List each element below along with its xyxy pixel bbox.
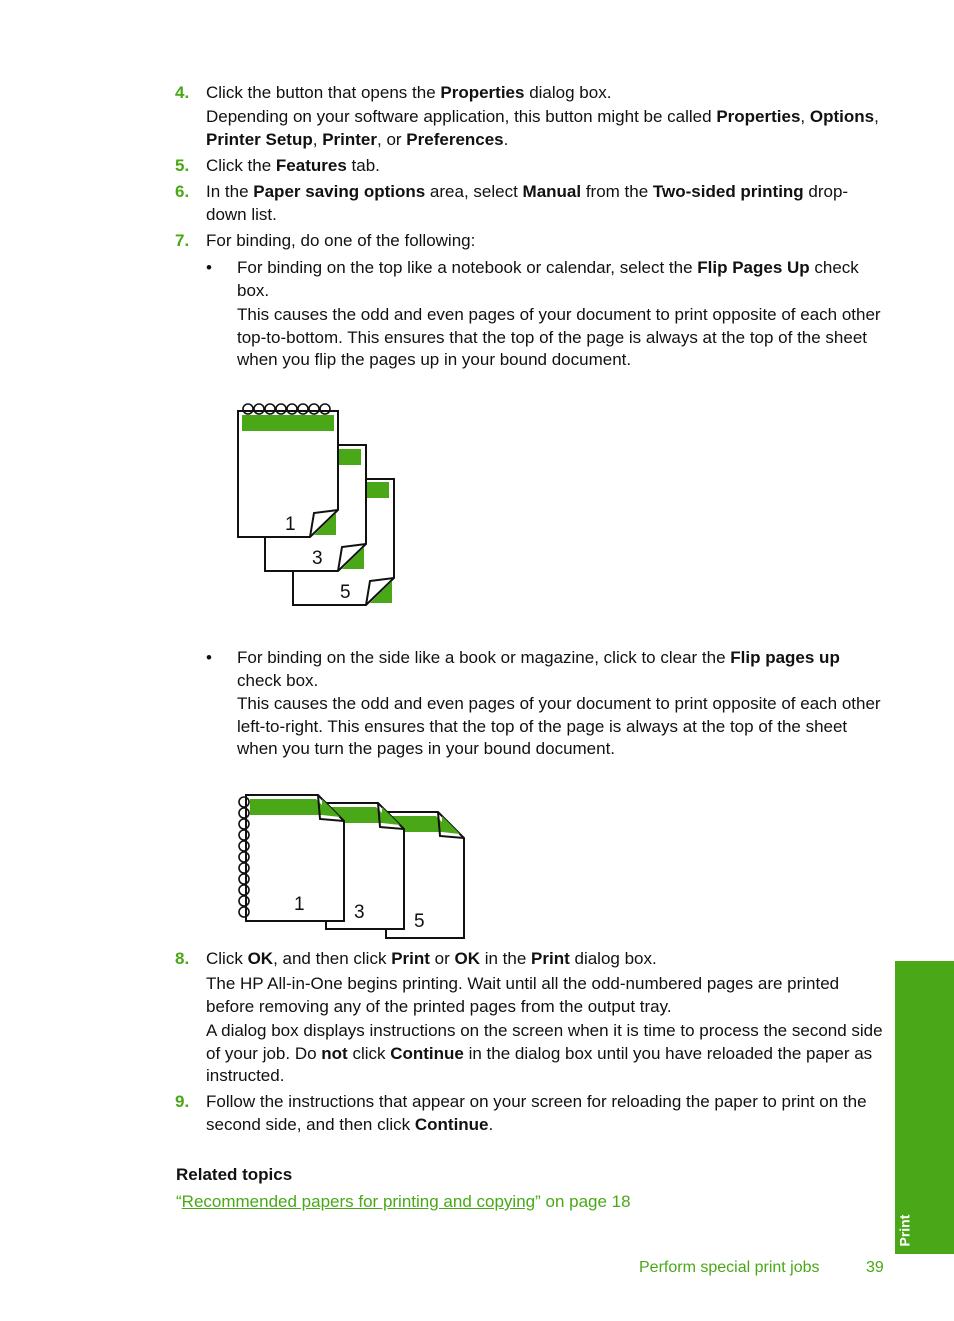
bullet-top-binding-desc: This causes the odd and even pages of your document to print opposite of each other top-to-bottom. This ensures that the top of the page is always at the top of the sheet when you flip the pages up in your bound document. — [237, 305, 881, 369]
page-number-3: 3 — [312, 548, 323, 569]
bullet-marker: • — [206, 648, 212, 667]
bullet-side-binding: For binding on the side like a book or magazine, click to clear the Flip pages up check box. — [237, 648, 840, 690]
side-binding-figure — [230, 788, 475, 943]
step-7-number: 7. — [175, 231, 190, 250]
section-side-tab — [895, 961, 954, 1254]
step-5-text: Click the Features tab. — [206, 156, 380, 175]
footer-page-number: 39 — [866, 1259, 884, 1276]
step-6-text: In the Paper saving options area, select Manual from the Two-sided printing drop-down list. — [206, 182, 849, 224]
step-8-note-1: The HP All-in-One begins printing. Wait until all the odd-numbered pages are printed before removing any of the printed pages from the output tray. — [206, 974, 840, 1016]
related-topics-heading: Related topics — [176, 1165, 293, 1184]
top-binding-figure — [230, 398, 410, 613]
footer-section-title: Perform special print jobs — [639, 1259, 820, 1276]
step-8-note-2: A dialog box displays instructions on the screen when it is time to process the second side of your job. Do not click Continue in the dialog box until you have reloaded the paper as instructed. — [206, 1021, 883, 1085]
page-number-5: 5 — [414, 911, 425, 932]
page-number-1: 1 — [294, 894, 305, 915]
related-topic-entry: “Recommended papers for printing and copying” on page 18 — [176, 1192, 631, 1211]
bullet-marker: • — [206, 258, 212, 277]
page-number-3: 3 — [354, 902, 365, 923]
step-8-text: Click OK, and then click Print or OK in the Print dialog box. — [206, 949, 657, 968]
step-4-text: Click the button that opens the Properties dialog box. — [206, 83, 612, 102]
step-6-number: 6. — [175, 182, 190, 201]
step-7-text: For binding, do one of the following: — [206, 231, 476, 250]
step-4-number: 4. — [175, 83, 190, 102]
step-4-note: Depending on your software application, this button might be called Properties, Options, Printer Setup, Printer, or Preferences. — [206, 107, 879, 149]
recommended-papers-link[interactable]: Recommended papers for printing and copying — [181, 1192, 536, 1211]
step-9-text: Follow the instructions that appear on your screen for reloading the paper to print on the second side, and then click Continue. — [206, 1092, 867, 1134]
page-number-5: 5 — [340, 582, 351, 603]
step-8-number: 8. — [175, 949, 190, 968]
bullet-side-binding-desc: This causes the odd and even pages of your document to print opposite of each other left-to-right. This ensures that the top of the page is always at the top of the sheet when you turn the pages in your bound document. — [237, 694, 881, 758]
step-9-number: 9. — [175, 1092, 190, 1111]
step-5-number: 5. — [175, 156, 190, 175]
bullet-top-binding: For binding on the top like a notebook or calendar, select the Flip Pages Up check box. — [237, 258, 859, 300]
page-number-1: 1 — [285, 514, 296, 535]
side-tab-label: Print — [896, 1214, 913, 1246]
